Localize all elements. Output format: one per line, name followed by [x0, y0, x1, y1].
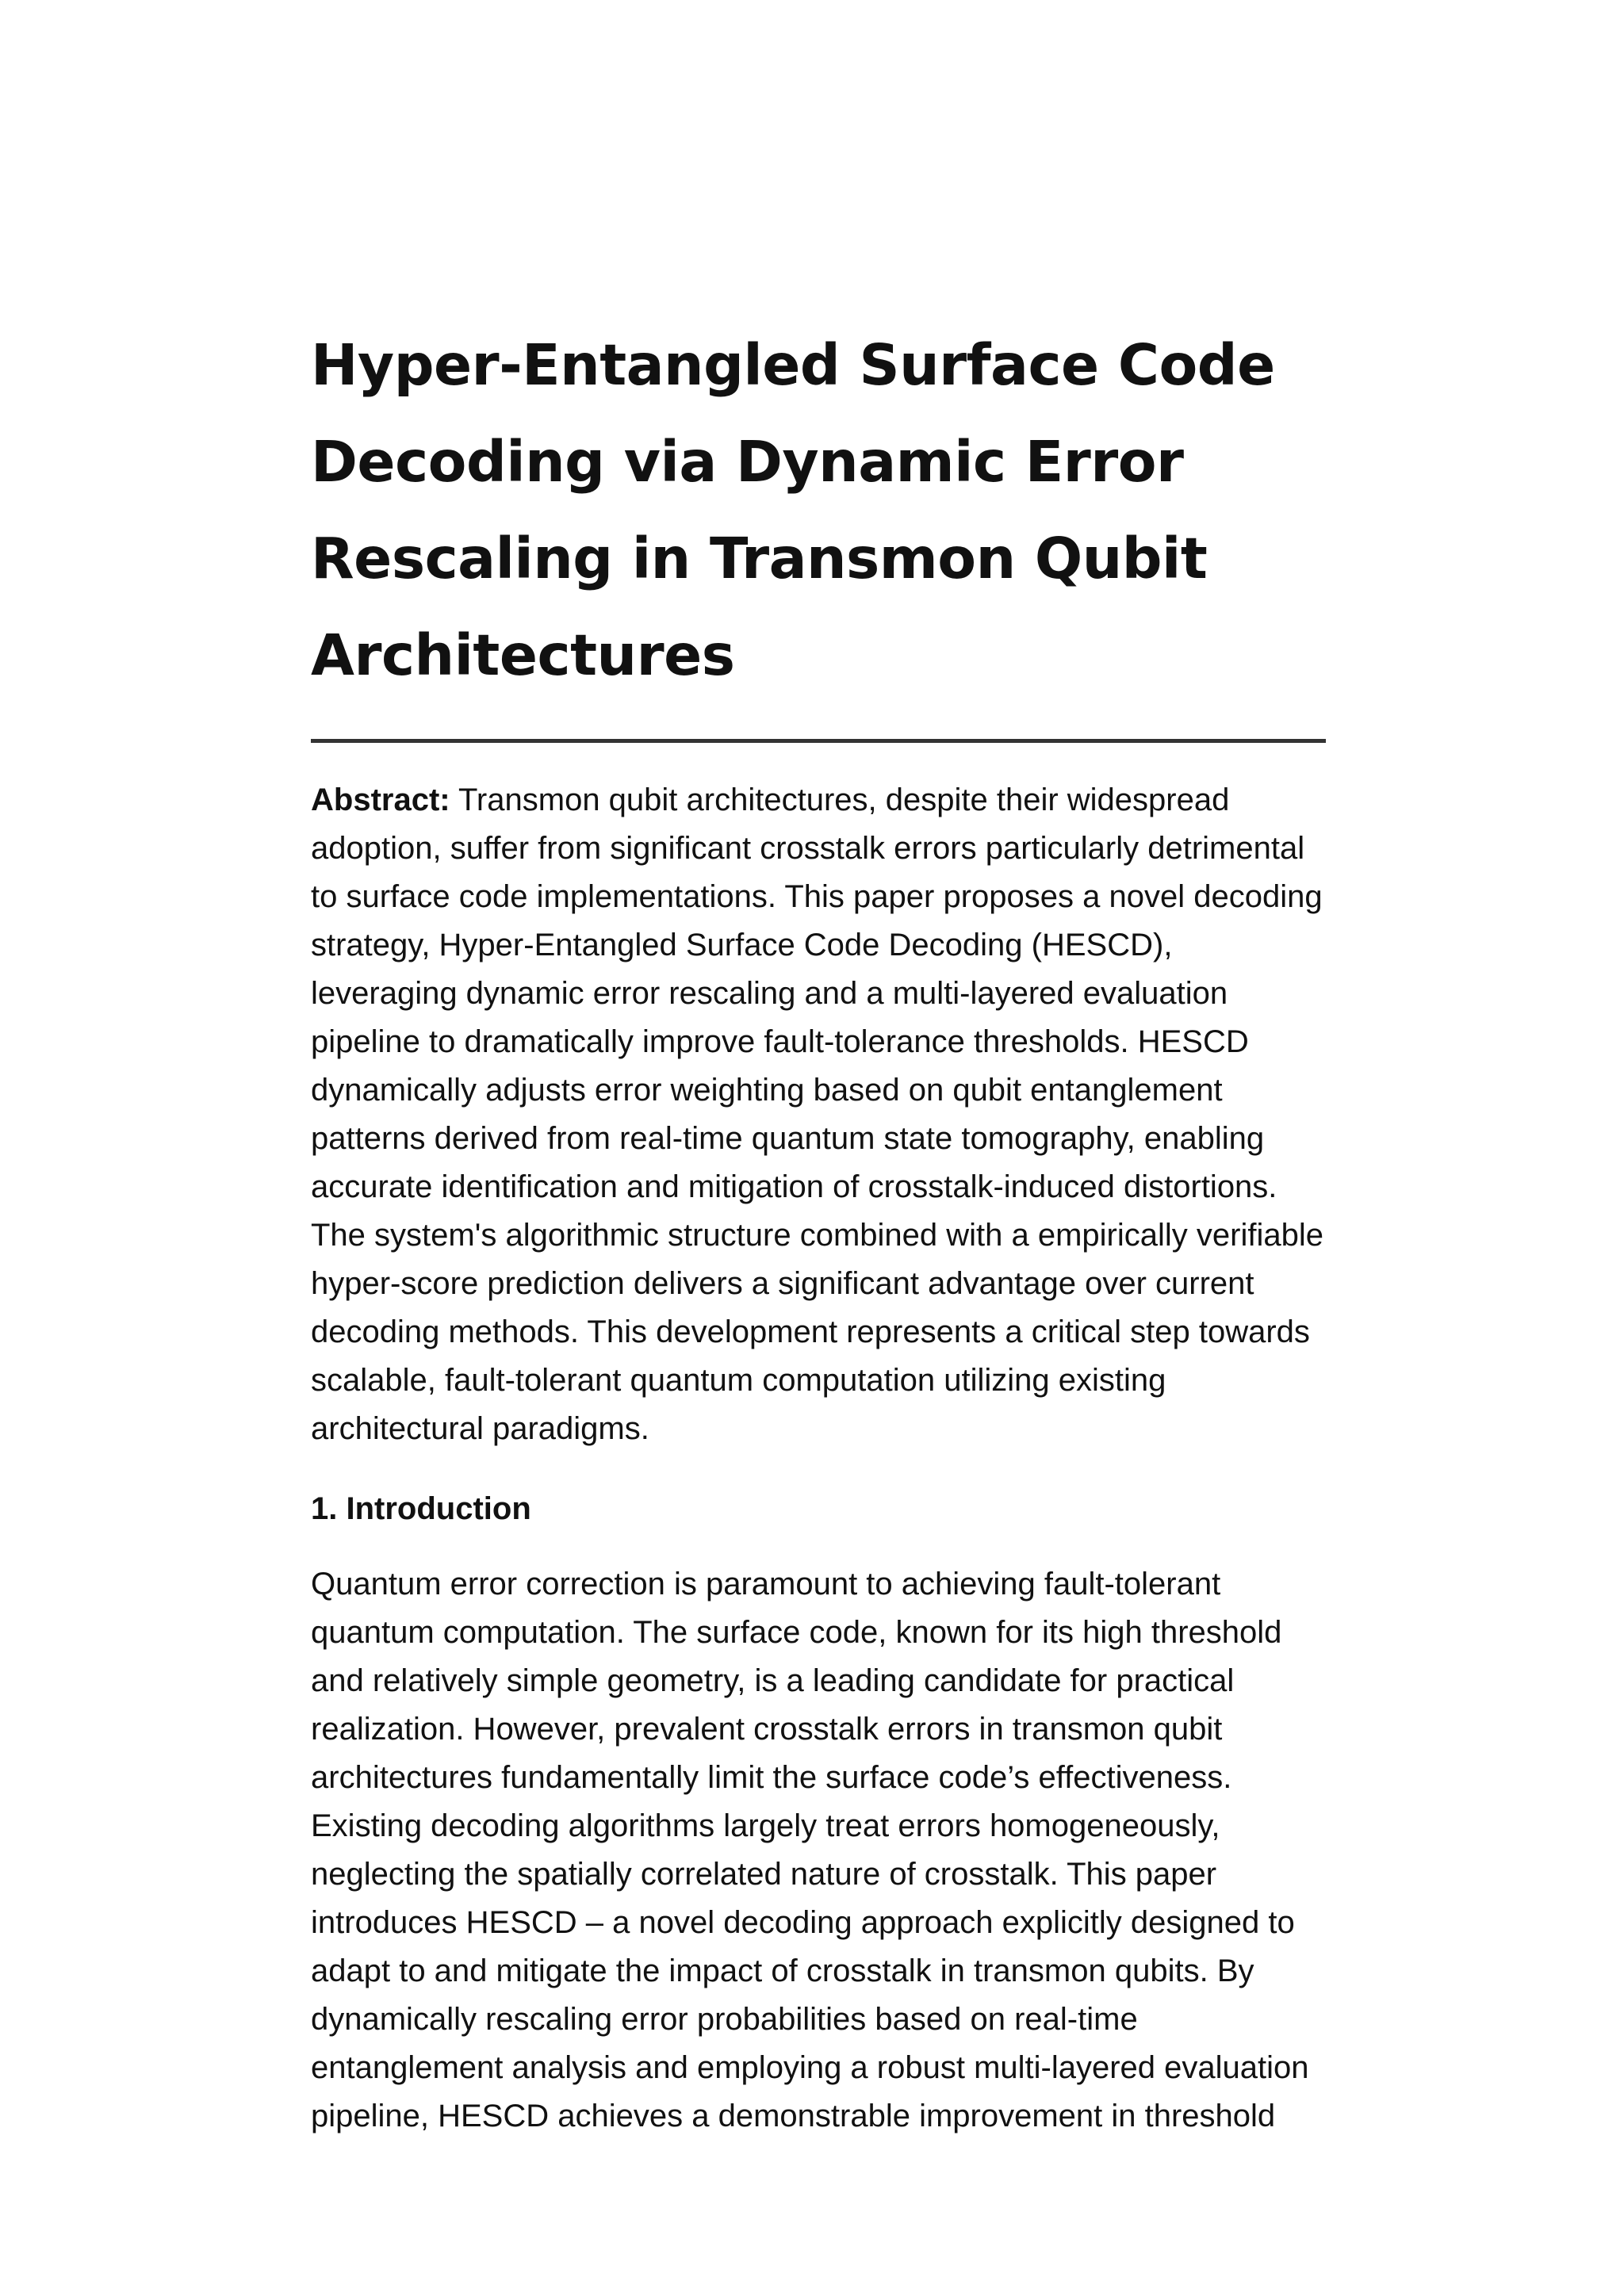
- abstract: [311, 776, 1326, 1453]
- paper-title: Hyper-Entangled Surface Code Decoding via Dynamic Error Rescaling in Transmon Qubit Architectures: [311, 332, 1275, 688]
- abstract-text: Transmon qubit architectures, despite their widespread adoption, suffer from significant crosstalk errors particularly detrimental to surface code implementations. This paper proposes a novel decoding strategy, Hyper-Entangled Surface Code Decoding (HESCD), leveraging dynamic error rescaling and a multi-layered evaluation pipeline to dramatically improve fault-tolerance thresholds. HESCD dynamically adjusts error weighting based on qubit entanglement patterns derived from real-time quantum state tomography, enabling accurate identification and mitigation of crosstalk-induced distortions. The system's algorithmic structure combined with a empirically verifiable hyper-score prediction delivers a significant advantage over current decoding methods. This development represents a critical step towards scalable, fault-tolerant quantum computation utilizing existing architectural paradigms.: [311, 783, 1323, 1446]
- paper-page: [311, 317, 1326, 2141]
- introduction-paragraph: Quantum error correction is paramount to achieving fault-tolerant quantum computation. The surface code, known for its high threshold and relatively simple geometry, is a leading candidate for practical realization. However, prevalent crosstalk errors in transmon qubit architectures fundamentally limit the surface code’s effectiveness. Existing decoding algorithms largely treat errors homogeneously, neglecting the spatially correlated nature of crosstalk. This paper introduces HESCD – a novel decoding approach explicitly designed to adapt to and mitigate the impact of crosstalk in transmon qubits. By dynamically rescaling error probabilities based on real-time entanglement analysis and employing a robust multi-layered evaluation pipeline, HESCD achieves a demonstrable improvement in threshold: [311, 1567, 1309, 2133]
- section-heading-introduction: 1. Introduction: [311, 1491, 531, 1526]
- abstract-label: Abstract:: [311, 783, 450, 817]
- title-divider: [311, 739, 1326, 743]
